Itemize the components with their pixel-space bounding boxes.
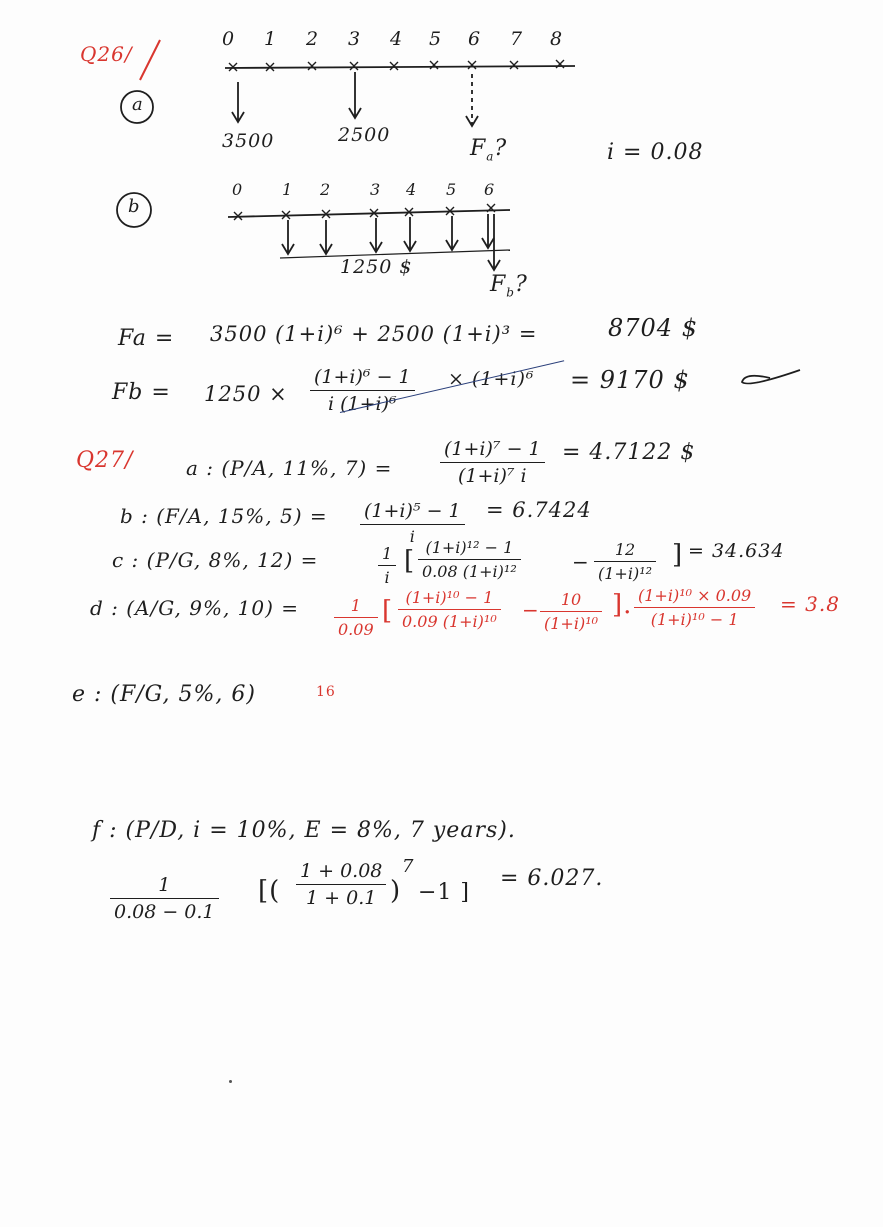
part-b-marker: b [128, 196, 141, 217]
q27d-bracket-open: [ [382, 596, 394, 626]
t-label: 4 [390, 28, 404, 50]
fb-lhs: Fb = [112, 380, 171, 405]
q27f-frac1: $\frac{1}{0.08 - 0.1}$ [110, 874, 219, 923]
q27c-result: = 34.634 [688, 540, 785, 562]
q27f-exponent: 7 [402, 856, 415, 877]
t-label: 1 [282, 180, 294, 199]
cashflow-2500: 2500 [338, 124, 391, 146]
q27e-score: 16 [316, 684, 336, 700]
t-label: 7 [510, 28, 524, 50]
q27d-lhs: d : (A/G, 9%, 10) = [90, 596, 300, 620]
t-label: 8 [550, 28, 564, 50]
q27b-lhs: b : (F/A, 15%, 5) = [120, 504, 328, 528]
fa-expression: 3500 (1+i)⁶ + 2500 (1+i)³ = [210, 322, 538, 346]
q27a-fraction: $\frac{\text{(1+i)⁷ − 1}}{\text{(1+i)⁷ i}}$ [440, 438, 545, 487]
t-label: 2 [306, 28, 320, 50]
q27c-bracket-open: [ [404, 546, 416, 576]
q27c-minus: − [572, 550, 590, 574]
t-label: 5 [446, 180, 458, 199]
q27d-result: = 3.8 [780, 592, 840, 616]
q27b-fraction: (1+i)⁵ − 1 i [360, 500, 465, 546]
ink-dot [229, 1080, 232, 1083]
t-label: 2 [320, 180, 332, 199]
t-label: 6 [468, 28, 482, 50]
q27f-paren-close: ) [390, 876, 402, 906]
t-label: 0 [222, 28, 236, 50]
q27f-result: = 6.027. [500, 866, 604, 891]
q27c-frac1: $\frac{1}{i}$ [378, 544, 396, 587]
part-a-marker: a [132, 94, 144, 115]
t-label: 4 [406, 180, 418, 199]
q27f-frac2: $\frac{1 + 0.08}{1 + 0.1}$ [296, 860, 386, 909]
q27d-frac2: $\frac{\text{(1+i)¹⁰ − 1}}{\text{0.09 (1+i)¹⁰}}$ [398, 588, 501, 631]
q27e-lhs: e : (F/G, 5%, 6) [72, 682, 256, 707]
t-label: 3 [348, 28, 362, 50]
q27d-frac4: $\frac{\text{(1+i)¹⁰ × 0.09}}{\text{(1+i)¹⁰ − 1}}$ [634, 586, 755, 629]
q27a-lhs: a : (P/A, 11%, 7) = [186, 456, 393, 480]
q27d-frac1: $\frac{1}{0.09}$ [334, 596, 378, 639]
annuity-amount: 1250 $ [340, 256, 413, 278]
q27c-bracket-close: ] [672, 540, 684, 570]
t-label: 5 [429, 28, 443, 50]
q27d-bracket-close: ]. [612, 590, 633, 620]
q27-label: Q27/ [76, 448, 134, 473]
future-b-label: $F_b$? [490, 272, 528, 300]
q27f-minus-one: −1 ] [418, 880, 471, 905]
future-a-label: $F_a$? [470, 136, 508, 164]
q27f-lhs: f : (P/D, i = 10%, E = 8%, 7 years). [92, 818, 516, 843]
fb-crossed-term: × (1+i)⁶ [448, 368, 535, 390]
q27c-frac2: $\frac{\text{(1+i)¹² − 1}}{\text{0.08 (1+i)¹²}}$ [418, 538, 521, 581]
t-label: 6 [484, 180, 496, 199]
fb-result: = 9170 $ [570, 366, 690, 394]
q27a-result: = 4.7122 $ [562, 440, 696, 465]
cashflow-3500: 3500 [222, 130, 275, 152]
q27c-lhs: c : (P/G, 8%, 12) = [112, 548, 319, 572]
fb-coefficient: 1250 × [204, 382, 288, 406]
q27d-minus: − [522, 598, 540, 622]
fa-lhs: Fa = [118, 326, 175, 351]
interest-rate: i = 0.08 [607, 140, 704, 165]
q27b-result: = 6.7424 [486, 498, 592, 522]
fa-result: 8704 $ [608, 314, 698, 342]
q26-label: Q26/ [80, 42, 133, 66]
q27c-frac3: $\frac{12}{\text{(1+i)¹²}}$ [594, 540, 656, 583]
timeline-b-axis [228, 210, 510, 217]
t-label: 0 [232, 180, 244, 199]
t-label: 3 [370, 180, 382, 199]
q27f-bracket-open: [( [258, 876, 281, 906]
t-label: 1 [264, 28, 278, 50]
fb-fraction: $\frac{\text{(1+i)⁶ − 1}}{\text{i (1+i)⁶}}$ [310, 366, 415, 415]
q27d-frac3: $\frac{10}{\text{(1+i)¹⁰}}$ [540, 590, 602, 633]
